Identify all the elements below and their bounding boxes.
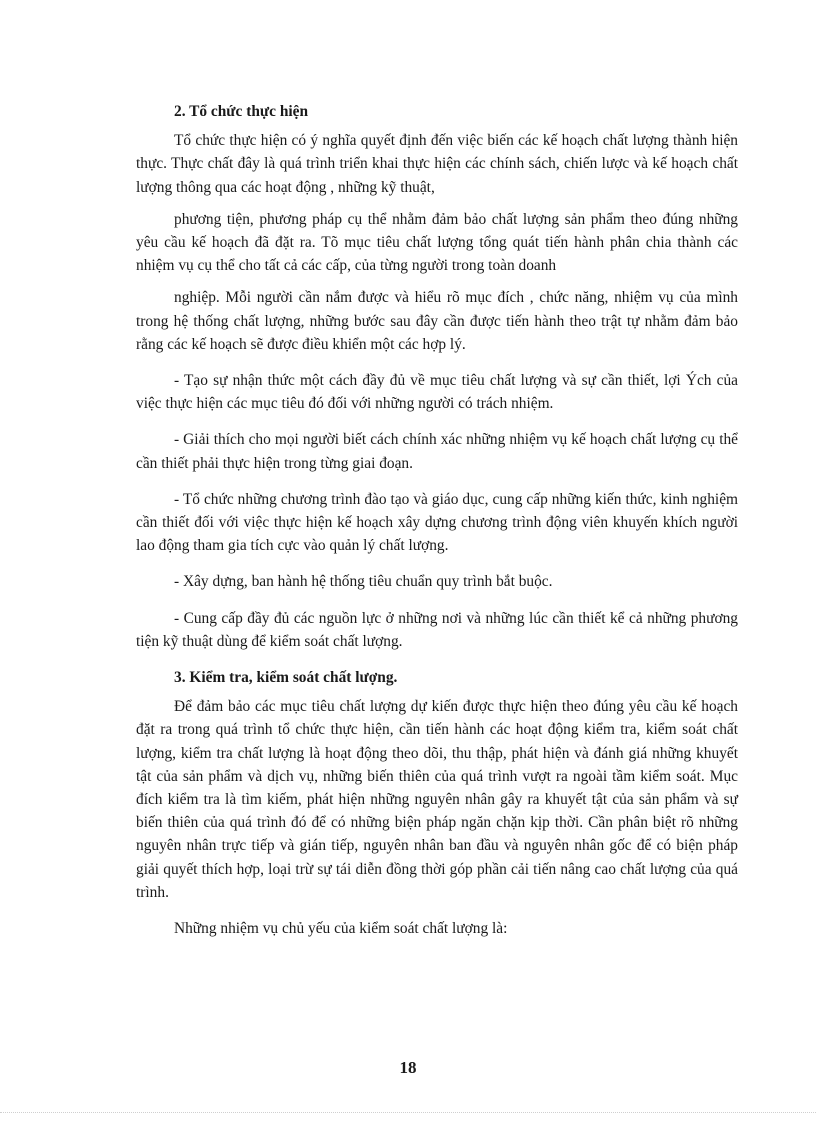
page-bottom-divider	[0, 1112, 816, 1113]
bullet-item: - Cung cấp đầy đủ các nguồn lực ở những nơi và những lúc cần thiết kể cả những phương tiện kỹ thuật dùng để kiểm soát chất lượng.	[136, 609, 738, 650]
page-body	[136, 100, 738, 949]
paragraph: phương tiện, phương pháp cụ thể nhằm đảm bảo chất lượng sản phẩm theo đúng những yêu cầu kế hoạch đã đặt ra. Tõ mục tiêu chất lượng tổng quát tiến hành phân chia thành các nhiệm vụ cụ thể cho tất cả các cấp, của từng người trong toàn doanh	[136, 210, 738, 275]
bullet-item: - Xây dựng, ban hành hệ thống tiêu chuẩn quy trình bắt buộc.	[174, 573, 553, 591]
paragraph: Để đảm bảo các mục tiêu chất lượng dự kiến được thực hiện theo đúng yêu cầu kế hoạch đặt ra trong quá trình tổ chức thực hiện, cần tiến hành các hoạt động kiểm tra, kiểm soát chất lượng, kiểm tra chất lượng là hoạt động theo dõi, thu thập, phát hiện và đánh giá những khuyết tật của sản phẩm và dịch vụ, những biến thiên của quá trình vượt ra ngoài tầm kiểm soát. Mục đích kiểm tra là tìm kiếm, phát hiện những nguyên nhân gây ra khuyết tật của sản phẩm và sự biến thiên của quá trình đó để có những biện pháp ngăn chặn kịp thời. Cần phân biệt rõ những nguyên nhân trực tiếp và gián tiếp, nguyên nhân ban đầu và nguyên nhân gốc để có biện pháp giải quyết thích hợp, loại trừ sự tái diễn đồng thời góp phần cải tiến nâng cao chất lượng của quá trình.	[136, 698, 738, 901]
section-heading-quality-control: 3. Kiểm tra, kiểm soát chất lượng.	[174, 669, 398, 687]
paragraph: Những nhiệm vụ chủ yếu của kiểm soát chất lượng là:	[174, 920, 508, 938]
bullet-item: - Giải thích cho mọi người biết cách chính xác những nhiệm vụ kế hoạch chất lượng cụ thể cần thiết phải thực hiện trong từng giai đoạn.	[136, 431, 738, 472]
paragraph: Tổ chức thực hiện có ý nghĩa quyết định đến việc biến các kế hoạch chất lượng thành hiện thực. Thực chất đây là quá trình triển khai thực hiện các chính sách, chiến lược và kế hoạch chất lượng thông qua các hoạt động , những kỹ thuật,	[136, 132, 738, 196]
page-number: 18	[399, 1058, 417, 1077]
bullet-item: - Tổ chức những chương trình đào tạo và giáo dục, cung cấp những kiến thức, kinh nghiệm cần thiết đối với việc thực hiện kế hoạch xây dựng chương trình động viên khuyến khích người lao động tham gia tích cực vào quản lý chất lượng.	[136, 490, 738, 555]
bullet-item: - Tạo sự nhận thức một cách đầy đủ về mục tiêu chất lượng và sự cần thiết, lợi Ých của việc thực hiện các mục tiêu đó đối với những người có trách nhiệm.	[136, 372, 738, 413]
section-heading-implementation: 2. Tổ chức thực hiện	[174, 103, 309, 120]
paragraph: nghiệp. Mỗi người cần nắm được và hiểu rõ mục đích , chức năng, nhiệm vụ của mình trong hệ thống chất lượng, những bước sau đây cần được tiến hành theo trật tự nhằm đảm bảo rằng các kế hoạch sẽ được điều khiển một các hợp lý.	[136, 289, 738, 353]
